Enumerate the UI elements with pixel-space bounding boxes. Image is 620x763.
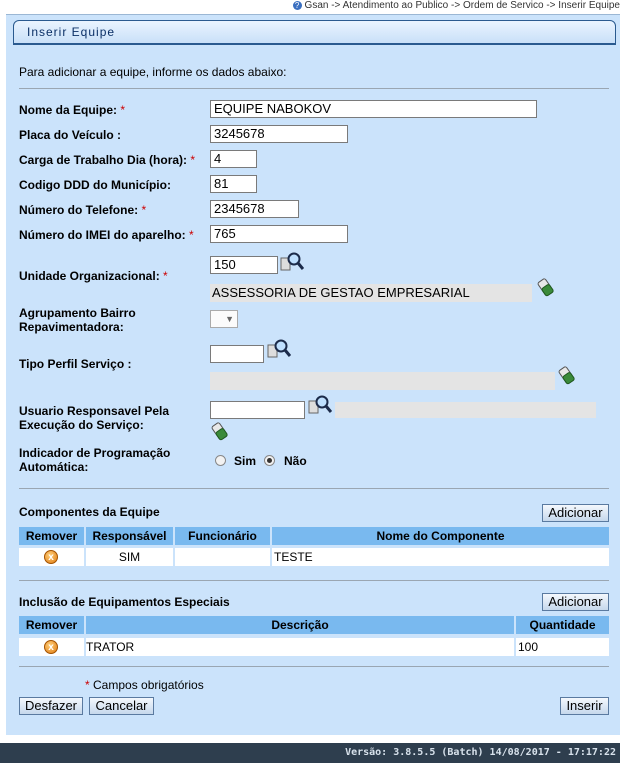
eraser-icon[interactable] bbox=[211, 421, 229, 441]
unidade-input[interactable]: 150 bbox=[210, 256, 278, 274]
title-tab bbox=[13, 20, 616, 44]
componentes-title: Componentes da Equipe bbox=[19, 505, 160, 519]
chevron-down-icon: ▼ bbox=[225, 314, 234, 324]
telefone-label: Número do Telefone: * bbox=[19, 203, 147, 217]
placa-label: Placa do Veículo : bbox=[19, 128, 122, 142]
unidade-description: ASSESSORIA DE GESTAO EMPRESARIAL bbox=[210, 284, 532, 302]
add-componente-button[interactable]: Adicionar bbox=[542, 504, 609, 522]
table-row-cell bbox=[19, 548, 84, 566]
version-footer: Versão: 3.8.5.5 (Batch) 14/08/2017 - 17:17:22 bbox=[0, 743, 620, 763]
magnifier-icon[interactable] bbox=[308, 394, 332, 416]
col-nome-componente: Nome do Componente bbox=[272, 527, 609, 545]
breadcrumb bbox=[293, 0, 620, 12]
cancelar-button[interactable]: Cancelar bbox=[89, 697, 154, 715]
nome-equipe-label: Nome da Equipe: * bbox=[19, 103, 126, 117]
eraser-icon[interactable] bbox=[558, 365, 576, 385]
magnifier-icon[interactable] bbox=[280, 251, 304, 273]
descricao-cell: TRATOR bbox=[86, 638, 514, 656]
page-title: Inserir Equipe bbox=[27, 25, 116, 39]
remove-icon[interactable]: x bbox=[44, 550, 58, 564]
col-remover: Remover bbox=[19, 527, 84, 545]
eraser-icon[interactable] bbox=[537, 277, 555, 297]
responsavel-cell: SIM bbox=[86, 548, 173, 566]
divider bbox=[19, 666, 609, 667]
tipo-perfil-input[interactable] bbox=[210, 345, 264, 363]
agrupamento-label: Agrupamento Bairro Repavimentadora: bbox=[19, 306, 136, 334]
divider bbox=[19, 88, 609, 89]
funcionario-cell bbox=[175, 548, 270, 566]
equipamentos-title: Inclusão de Equipamentos Especiais bbox=[19, 595, 230, 609]
carga-input[interactable]: 4 bbox=[210, 150, 257, 168]
usuario-input[interactable] bbox=[210, 401, 305, 419]
help-icon[interactable]: ? bbox=[293, 1, 302, 10]
imei-input[interactable]: 765 bbox=[210, 225, 348, 243]
intro-text: Para adicionar a equipe, informe os dados abaixo: bbox=[19, 65, 287, 79]
ddd-label: Codigo DDD do Município: bbox=[19, 178, 171, 192]
col-remover: Remover bbox=[19, 616, 84, 634]
indicador-label: Indicador de Programação Automática: bbox=[19, 446, 171, 474]
tipo-perfil-description bbox=[210, 372, 555, 390]
componentes-table bbox=[19, 527, 609, 565]
col-responsavel: Responsável bbox=[86, 527, 173, 545]
breadcrumb-text: Gsan -> Atendimento ao Publico -> Ordem de Servico -> Inserir Equipe bbox=[304, 0, 620, 11]
radio-nao-label: Não bbox=[284, 454, 307, 468]
inserir-button[interactable]: Inserir bbox=[560, 697, 609, 715]
nome-equipe-input[interactable]: EQUIPE NABOKOV bbox=[210, 100, 537, 118]
divider bbox=[19, 488, 609, 489]
required-note: * Campos obrigatórios bbox=[85, 678, 204, 692]
usuario-label: Usuario Responsavel Pela Execução do Serviço: bbox=[19, 404, 170, 432]
equipamentos-table bbox=[19, 616, 609, 654]
desfazer-button[interactable]: Desfazer bbox=[19, 697, 83, 715]
magnifier-icon[interactable] bbox=[267, 338, 291, 360]
divider bbox=[19, 580, 609, 581]
nome-componente-cell: TESTE bbox=[272, 548, 609, 566]
placa-input[interactable]: 3245678 bbox=[210, 125, 348, 143]
remove-icon[interactable]: x bbox=[44, 640, 58, 654]
agrupamento-select[interactable] bbox=[210, 310, 238, 328]
col-quantidade: Quantidade bbox=[516, 616, 609, 634]
form-panel bbox=[6, 14, 620, 735]
carga-label: Carga de Trabalho Dia (hora): * bbox=[19, 153, 196, 167]
tipo-perfil-label: Tipo Perfil Serviço : bbox=[19, 357, 132, 371]
col-descricao: Descrição bbox=[86, 616, 514, 634]
telefone-input[interactable]: 2345678 bbox=[210, 200, 299, 218]
quantidade-cell: 100 bbox=[516, 638, 609, 656]
col-funcionario: Funcionário bbox=[175, 527, 270, 545]
ddd-input[interactable]: 81 bbox=[210, 175, 257, 193]
radio-nao[interactable] bbox=[264, 455, 275, 466]
add-equipamento-button[interactable]: Adicionar bbox=[542, 593, 609, 611]
usuario-description bbox=[335, 402, 596, 418]
radio-sim-label: Sim bbox=[234, 454, 257, 468]
unidade-label: Unidade Organizacional: * bbox=[19, 269, 168, 283]
table-row-cell bbox=[19, 638, 84, 656]
radio-sim[interactable] bbox=[215, 455, 226, 466]
imei-label: Número do IMEI do aparelho: * bbox=[19, 228, 194, 242]
